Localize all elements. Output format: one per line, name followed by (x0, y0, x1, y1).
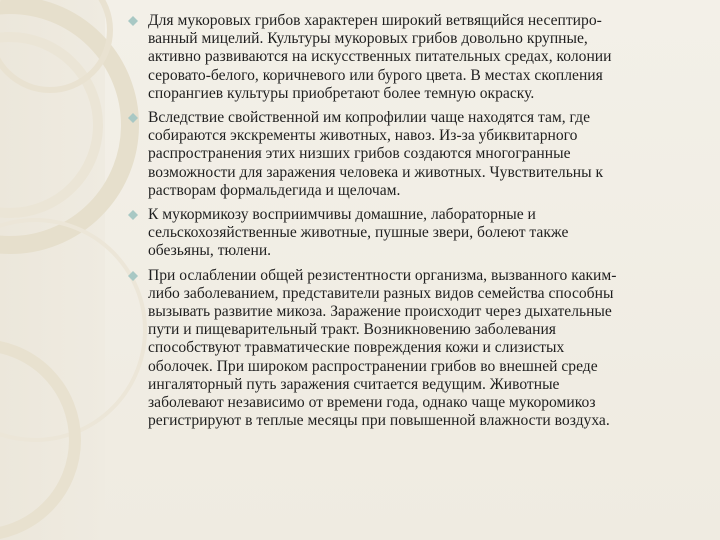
text-line: Для мукоровых грибов характерен широкий ветвящийся несептиро- (148, 12, 602, 29)
text-line: спорангиев культуры приобретают более темную окраску. (148, 84, 535, 102)
bullet-text (148, 12, 712, 103)
teal-diamond-bullet-icon (128, 16, 138, 26)
bullet-item (122, 109, 712, 200)
text-line: оболочек. При широком распространении грибов во внешней среде (148, 357, 598, 375)
text-line: К мукормикозу восприимчивы домашние, лабораторные и (148, 206, 536, 224)
text-line: ванный мицелий. Культуры мукоровых грибов довольно крупные, (148, 30, 588, 48)
text-line: распространения этих низших грибов создаются многогранные (148, 145, 571, 163)
text-line: возможности для заражения человека и животных. Чувствительны к (148, 163, 604, 181)
text-line: Вследствие свойственной им копрофилии чаще находятся там, где (148, 109, 591, 127)
bullet-text (148, 267, 712, 431)
text-line: пути и пищеварительный тракт. Возникновению заболевания (148, 321, 556, 339)
text-line: заболевают независимо от времени года, однако чаще мукоромикоз (148, 394, 596, 412)
bullet-text (148, 206, 712, 261)
bullet-text (148, 109, 712, 200)
text-line: ингаляторный путь заражения считается ведущим. Животные (148, 375, 560, 393)
bullet-item (122, 12, 712, 103)
text-line: вызывать развитие микоза. Заражение происходит через дыхательные (148, 303, 612, 321)
text-line: растворам формальдегида и щелочам. (148, 181, 401, 199)
text-line: обезьяны, тюлени. (148, 242, 272, 260)
bullet-item (122, 206, 712, 261)
teal-diamond-bullet-icon (128, 210, 138, 220)
text-line: серовато-белого, коричневого или бурого цвета. В местах скопления (148, 66, 603, 84)
text-line: При ослаблении общей резистентности организма, вызванного каким- (148, 266, 617, 284)
teal-diamond-bullet-icon (128, 113, 138, 123)
text-line: сельскохозяйственные животные, пушные звери, болеют также (148, 224, 569, 242)
text-line: собираются экскременты животных, навоз. Из-за убиквитарного (148, 127, 578, 145)
teal-diamond-bullet-icon (128, 271, 138, 281)
text-line: либо заболеванием, представители разных видов семейства способны (148, 284, 614, 302)
text-line: способствуют травматические повреждения кожи и слизистых (148, 339, 565, 357)
bullet-list (122, 12, 712, 430)
text-line: регистрируют в теплые месяцы при повышенной влажности воздуха. (148, 412, 610, 430)
bullet-item (122, 267, 712, 431)
text-content (122, 12, 712, 436)
text-line: активно развиваются на искусственных питательных средах, колонии (148, 48, 612, 66)
